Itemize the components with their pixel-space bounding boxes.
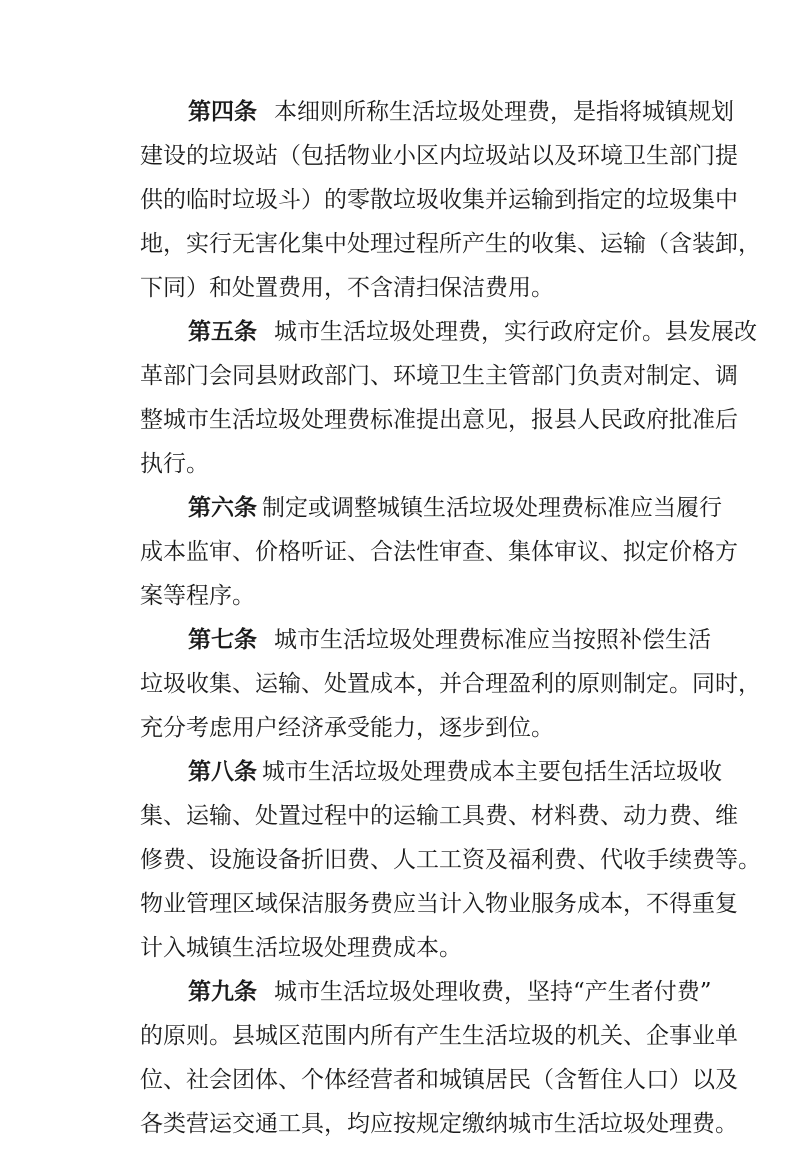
line-19 <box>0 889 793 933</box>
line-text: 本细则所称生活垃圾处理费，是指将城镇规划 <box>274 99 734 125</box>
line-3 <box>0 185 793 229</box>
line-22 <box>0 1021 793 1065</box>
line-12 <box>0 581 793 625</box>
line-text: 案等程序。 <box>140 583 255 609</box>
line-6 <box>0 317 793 361</box>
line-text: 集、运输、处置过程中的运输工具费、材料费、动力费、维 <box>140 803 738 829</box>
line-9 <box>0 449 793 493</box>
line-1 <box>0 97 793 141</box>
line-17 <box>0 801 793 845</box>
line-15 <box>0 713 793 757</box>
line-text: 城市生活垃圾处理费，实行政府定价。县发展改 <box>274 319 757 345</box>
line-text: 修费、设施设备折旧费、人工工资及福利费、代收手续费等。 <box>140 847 761 873</box>
line-text: 的原则。县城区范围内所有产生生活垃圾的机关、企事业单 <box>140 1023 738 1049</box>
article-6-label: 第六条 <box>188 494 257 521</box>
article-5-label: 第五条 <box>188 318 257 345</box>
line-text: 计入城镇生活垃圾处理费成本。 <box>140 935 462 961</box>
line-text: 制定或调整城镇生活垃圾处理费标准应当履行 <box>262 495 722 521</box>
line-2 <box>0 141 793 185</box>
line-text: 成本监审、价格听证、合法性审查、集体审议、拟定价格方 <box>140 539 738 565</box>
line-text: 供的临时垃圾斗）的零散垃圾收集并运输到指定的垃圾集中 <box>140 187 738 213</box>
article-7-label: 第七条 <box>188 626 257 653</box>
line-11 <box>0 537 793 581</box>
line-text: 地，实行无害化集中处理过程所产生的收集、运输（含装卸， <box>140 231 761 257</box>
line-23 <box>0 1065 793 1109</box>
line-text: 垃圾收集、运输、处置成本，并合理盈利的原则制定。同时， <box>140 671 761 697</box>
line-21 <box>0 977 793 1021</box>
line-text: 城市生活垃圾处理收费，坚持“产生者付费” <box>274 979 712 1005</box>
line-20 <box>0 933 793 977</box>
article-9-label: 第九条 <box>188 978 257 1005</box>
line-16 <box>0 757 793 801</box>
line-text: 整城市生活垃圾处理费标准提出意见，报县人民政府批准后 <box>140 407 738 433</box>
line-24 <box>0 1109 793 1153</box>
line-5 <box>0 273 793 317</box>
line-13 <box>0 625 793 669</box>
line-14 <box>0 669 793 713</box>
line-text: 执行。 <box>140 451 209 477</box>
line-text: 各类营运交通工具，均应按规定缴纳城市生活垃圾处理费。 <box>140 1111 738 1137</box>
article-4-label: 第四条 <box>188 98 257 125</box>
line-10 <box>0 493 793 537</box>
line-text: 城市生活垃圾处理费成本主要包括生活垃圾收 <box>262 759 722 785</box>
line-text: 下同）和处置费用，不含清扫保洁费用。 <box>140 275 554 301</box>
line-text: 物业管理区域保洁服务费应当计入物业服务成本，不得重复 <box>140 891 738 917</box>
line-text: 革部门会同县财政部门、环境卫生主管部门负责对制定、调 <box>140 363 738 389</box>
line-8 <box>0 405 793 449</box>
line-text: 位、社会团体、个体经营者和城镇居民（含暂住人口）以及 <box>140 1067 738 1093</box>
line-text: 城市生活垃圾处理费标准应当按照补偿生活 <box>274 627 711 653</box>
line-text: 建设的垃圾站（包括物业小区内垃圾站以及环境卫生部门提 <box>140 143 738 169</box>
line-18 <box>0 845 793 889</box>
line-text: 充分考虑用户经济承受能力，逐步到位。 <box>140 715 554 741</box>
line-7 <box>0 361 793 405</box>
article-8-label: 第八条 <box>188 758 257 785</box>
line-4 <box>0 229 793 273</box>
